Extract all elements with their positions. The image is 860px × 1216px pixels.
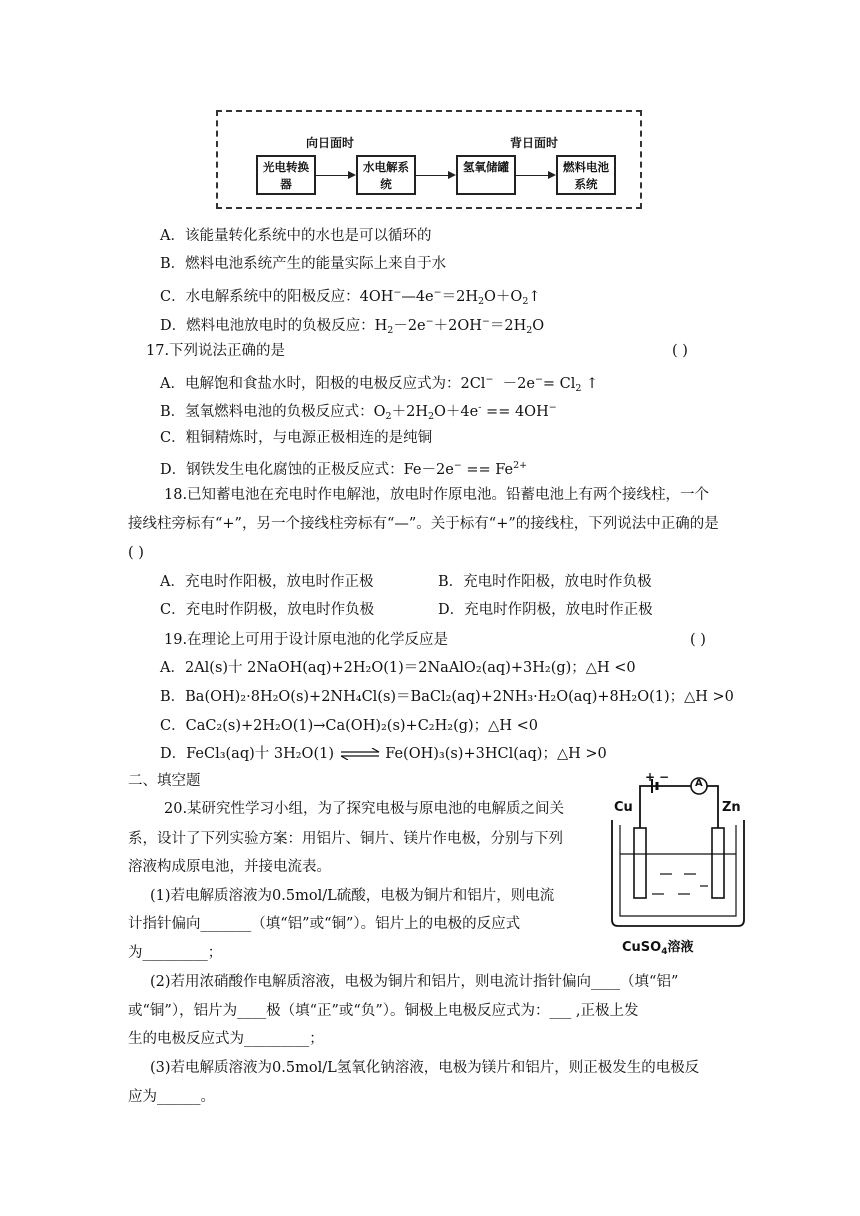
q17-stem: 17.下列说法正确的是 [146,343,286,359]
q19-option-c: C．CaC₂(s)+2H₂O(1)→Ca(OH)₂(s)+C₂H₂(g)；△H <0 [160,718,538,734]
q17-answer-paren: ( ) [672,343,688,359]
q18-option-a: A．充电时作阳极，放电时作正极 [160,574,374,590]
q18-answer-paren: ( ) [128,545,144,561]
copper-electrode-label: Cu [614,800,633,815]
zinc-electrode-label: Zn [722,800,741,815]
ammeter-label: A [695,778,703,789]
water-electrolysis-box: 水电解系统 [356,155,416,195]
q20-part1-line3: 为_________； [128,945,223,961]
hydrogen-oxygen-tank-box: 氢氧储罐 [456,155,516,195]
q16-option-c: C．水电解系统中的阳极反应：$4OH^-—4e^-=2H_2O+O_2↑$ [160,287,541,307]
energy-system-diagram [216,110,642,209]
q16-option-a: A．该能量转化系统中的水也是可以循环的 [160,228,432,244]
galvanic-cell-figure [600,770,750,960]
q20-stem-line3: 溶液构成原电池，并接电流表。 [128,859,331,875]
q18-stem-line2: 接线柱旁标有“+”，另一个接线柱旁标有“—”。关于标有“+”的接线柱，下列说法中正确的是 [128,516,719,532]
q20-part2-line1: (2)若用浓硝酸作电解质溶液，电极为铜片和铝片，则电流计指针偏向____（填“铝” [150,974,679,990]
galvanic-cell-svg [600,770,750,940]
q20-part1-line2: 计指针偏向_______（填“铝”或“铜”）。铝片上的电极的反应式 [128,916,521,932]
q20-part3-line2: 应为______。 [128,1089,215,1105]
section-heading: 二、填空题 [128,773,201,789]
q19-answer-paren: ( ) [690,632,706,648]
flow-arrow [416,175,454,176]
q19-stem: 19.在理论上可用于设计原电池的化学反应是 [164,632,449,648]
q18-option-c: C．充电时作阴极，放电时作负极 [160,602,375,618]
q18-option-d: D．充电时作阴极，放电时作正极 [438,602,653,618]
phase-night-label: 背日面时 [510,136,559,150]
q16-option-d: D．燃料电池放电时的负极反应：$H_2-2e^-+2OH^-=2H_2O$ [160,316,545,336]
q17-option-b: B．氢氧燃料电池的负极反应式：$O_2+2H_2O+4e^- == 4OH^-$ [160,402,557,422]
q18-stem-line1: 18.已知蓄电池在充电时作电解池，放电时作原电池。铅蓄电池上有两个接线柱，一个 [164,487,710,503]
phase-day-label: 向日面时 [306,136,355,150]
q19-option-d: D．FeCl₃(aq)十 3H₂O(1) Fe(OH)₃(s)+3HCl(aq)；△H >0 [160,746,607,762]
battery-minus-sign: − [659,770,670,784]
q17-option-c: C．粗铜精炼时，与电源正极相连的是纯铜 [160,430,433,446]
fuel-cell-system-box: 燃料电池系统 [556,155,616,195]
q20-stem-line2: 系，设计了下列实验方案：用铝片、铜片、镁片作电极，分别与下列 [128,831,563,847]
battery-plus-sign: + [645,770,656,784]
q17-option-d: D．钢铁发生电化腐蚀的正极反应式：$Fe-2e^- == Fe^{2+}$ [160,460,528,478]
q20-stem-line1: 20.某研究性学习小组，为了探究电极与原电池的电解质之间关 [164,801,565,817]
q20-part2-line2: 或“铜”），铝片为____极（填“正”或“负”）。铜极上电极反应式为：___ ,正极上发 [128,1003,639,1019]
q19-option-a: A．2Al(s)十 2NaOH(aq)+2H₂O(1)＝2NaAlO₂(aq)+3H₂(g)；△H <0 [160,660,636,676]
q17-option-a: A．电解饱和食盐水时，阳极的电极反应式为：$2Cl^- -2e^-= Cl_2$ ↑ [160,374,599,394]
photoelectric-converter-box: 光电转换器 [256,155,316,195]
q16-option-b: B．燃料电池系统产生的能量实际上来自于水 [160,256,447,272]
q18-option-b: B．充电时作阳极，放电时作负极 [438,574,652,590]
q20-part3-line1: (3)若电解质溶液为0.5mol/L氢氧化钠溶液，电极为镁片和铝片，则正极发生的电极反 [150,1060,700,1076]
q20-part2-line3: 生的电极反应式为_________； [128,1031,324,1047]
solution-caption: CuSO$_4$溶液 [622,940,694,957]
flow-arrow [516,175,554,176]
q20-part1-line1: (1)若电解质溶液为0.5mol/L硫酸，电极为铜片和铝片，则电流 [150,888,555,904]
reversible-arrow-icon [339,748,381,760]
q19-option-b: B．Ba(OH)₂·8H₂O(s)+2NH₄Cl(s)＝BaCl₂(aq)+2NH₃·H₂O(aq)+8H₂O(1)；△H >0 [160,689,734,705]
flow-arrow [316,175,354,176]
